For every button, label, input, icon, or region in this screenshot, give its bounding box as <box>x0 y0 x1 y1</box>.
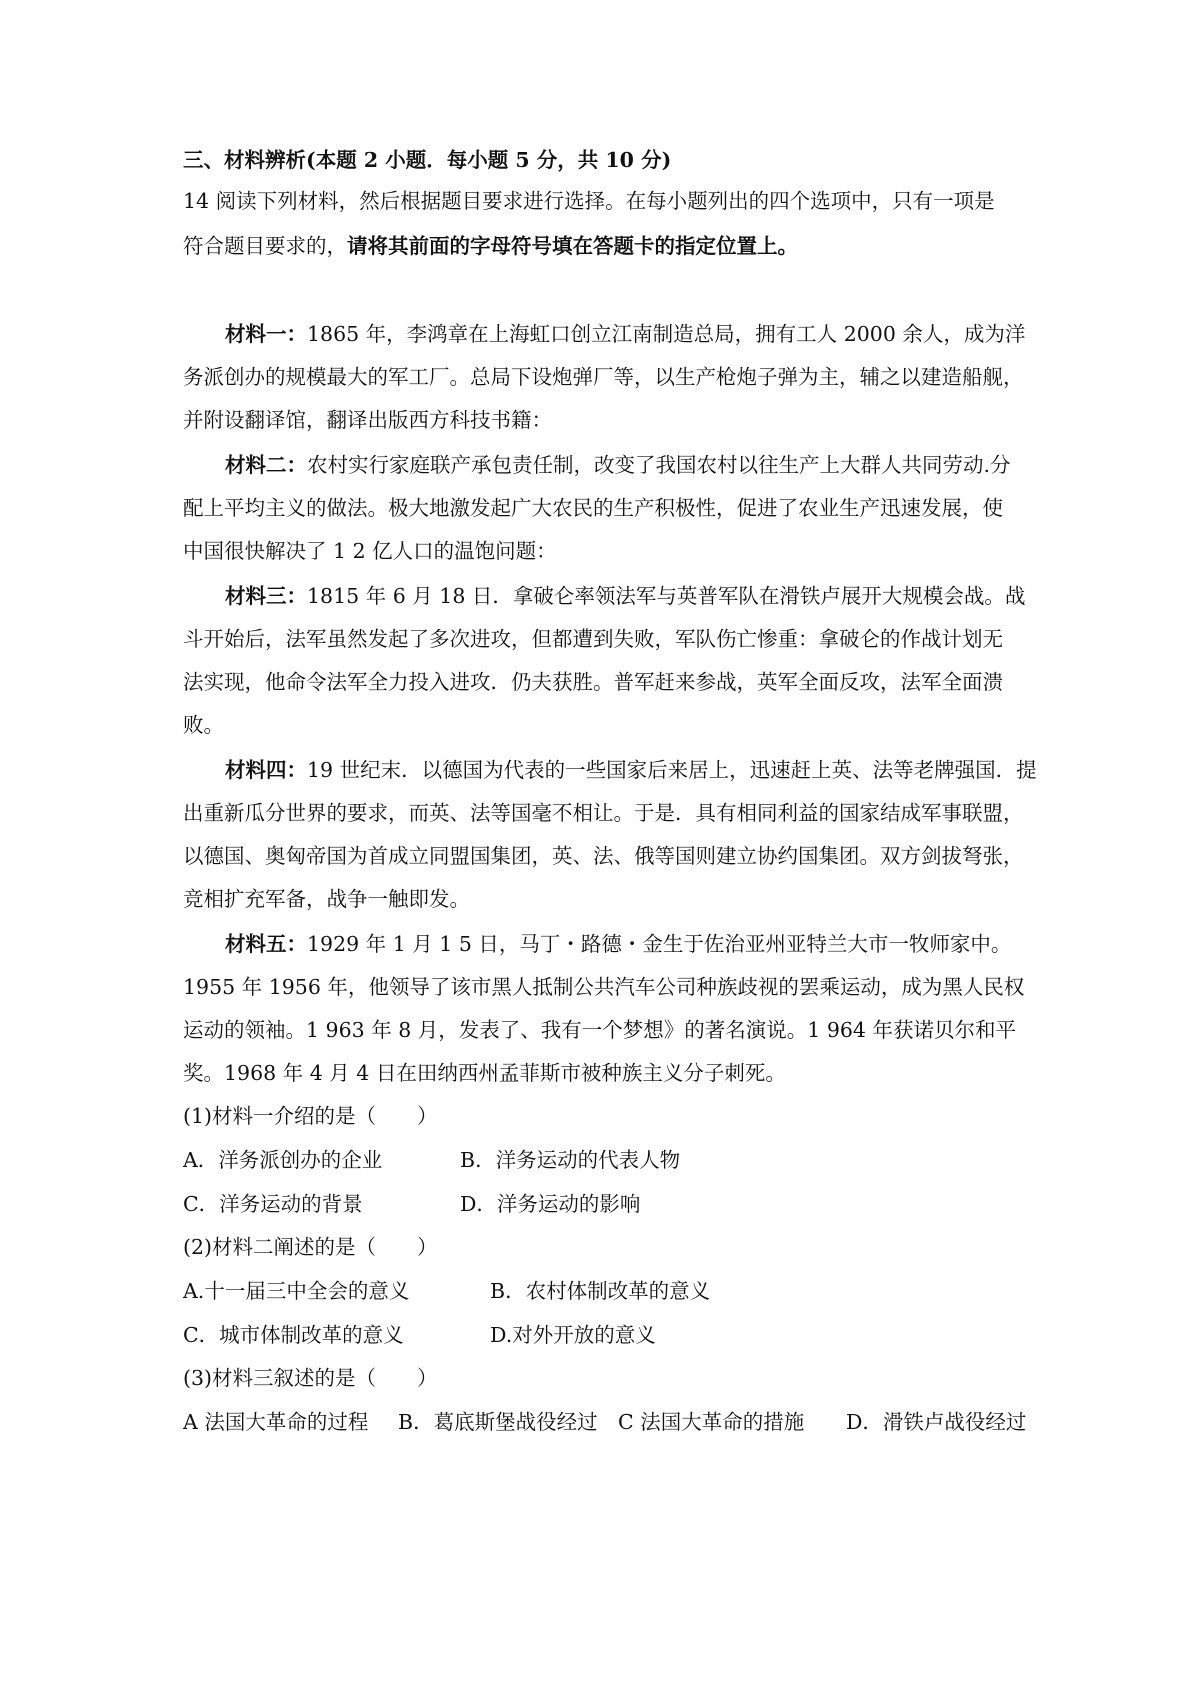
material-5-line-4: 奖。1968 年 4 月 4 日在田纳西州孟菲斯市被种族主义分子刺死。 <box>183 1061 786 1085</box>
question-3-option-d[interactable]: D．滑铁卢战役经过 <box>846 1410 1027 1434</box>
material-4-line-4: 竞相扩充军备，战争一触即发。 <box>183 887 470 911</box>
material-2-line-1: 材料二：农村实行家庭联产承包责任制，改变了我国农村以往生产上大群人共同劳动.分 <box>225 453 1011 477</box>
material-4-line-2: 出重新瓜分世界的要求，而英、法等国毫不相让。于是．具有相同利益的国家结成军事联盟， <box>183 801 1024 825</box>
question-1-option-d[interactable]: D．洋务运动的影响 <box>460 1192 641 1216</box>
material-5-line-3: 运动的领袖。1 963 年 8 月，发表了、我有一个梦想》的著名演说。1 964 年获诺贝尔和平 <box>183 1018 1016 1042</box>
material-1-line-3: 并附设翻译馆，翻译出版西方科技书籍： <box>183 408 552 432</box>
section-header: 三、材料辨析(本题 2 小题．每小题 5 分，共 10 分) <box>183 148 672 172</box>
material-4-line-3: 以德国、奥匈帝国为首成立同盟国集团，英、法、俄等国则建立协约国集团。双方剑拔弩张， <box>183 844 1024 868</box>
material-5-line-1: 材料五：1929 年 1 月 1 5 日，马丁・路德・金生于佐治亚州亚特兰大市一牧师家中。 <box>225 932 1012 956</box>
q14-intro-line-2 <box>183 232 1043 260</box>
material-4-line-1: 材料四：19 世纪末．以德国为代表的一些国家后来居上，迅速赶上英、法等老牌强国．提 <box>225 758 1037 782</box>
question-2-option-d[interactable]: D.对外开放的意义 <box>490 1323 656 1347</box>
material-3-line-1: 材料三：1815 年 6 月 18 日．拿破仑率领法军与英普军队在滑铁卢展开大规模会战。战 <box>225 584 1026 608</box>
material-2-line-3: 中国很快解决了 1 2 亿人口的温饱问题： <box>183 539 557 563</box>
material-1-line-2: 务派创办的规模最大的军工厂。总局下设炮弹厂等，以生产枪炮子弹为主，辅之以建造船舰， <box>183 365 1024 389</box>
question-1-option-c[interactable]: C．洋务运动的背景 <box>183 1192 363 1216</box>
material-3-line-2: 斗开始后，法军虽然发起了多次进攻，但都遭到失败，军队伤亡惨重：拿破仑的作战计划无 <box>183 627 1003 651</box>
question-3-option-a[interactable]: A 法国大革命的过程 <box>183 1410 369 1434</box>
material-1-label: 材料一： <box>225 322 307 346</box>
material-3-label: 材料三： <box>225 584 307 608</box>
question-3-option-c[interactable]: C 法国大革命的措施 <box>618 1410 805 1434</box>
question-2-option-b[interactable]: B．农村体制改革的意义 <box>490 1279 711 1303</box>
material-1-line-1: 材料一：1865 年，李鸿章在上海虹口创立江南制造总局，拥有工人 2000 余人，成为洋 <box>225 322 1026 346</box>
question-1-stem: (1)材料一介绍的是（ ） <box>183 1104 438 1128</box>
q14-intro-line-1: 14 阅读下列材料，然后根据题目要求进行选择。在每小题列出的四个选项中，只有一项是 <box>183 189 995 213</box>
material-5-line-2: 1955 年 1956 年，他领导了该市黑人抵制公共汽车公司种族歧视的罢乘运动，成为黑人民权 <box>183 975 1025 999</box>
question-3-option-b[interactable]: B．葛底斯堡战役经过 <box>398 1410 598 1434</box>
material-3-line-3: 法实现，他命令法军全力投入进攻．仍夫获胜。普军赶来参战，英军全面反攻，法军全面溃 <box>183 670 1003 694</box>
material-2-label: 材料二： <box>225 453 307 477</box>
question-1-option-b[interactable]: B．洋务运动的代表人物 <box>460 1148 681 1172</box>
material-3-line-4: 败。 <box>183 713 224 737</box>
question-3-stem: (3)材料三叙述的是（ ） <box>183 1366 438 1390</box>
question-1-option-a[interactable]: A．洋务派创办的企业 <box>183 1148 383 1172</box>
q14-intro-plain: 符合题目要求的， <box>183 234 347 258</box>
material-5-label: 材料五： <box>225 932 307 956</box>
material-2-line-2: 配上平均主义的做法。极大地激发起广大农民的生产积极性，促进了农业生产迅速发展，使 <box>183 496 1003 520</box>
material-4-label: 材料四： <box>225 758 307 782</box>
q14-intro-instruction: 请将其前面的字母符号填在答题卡的指定位置上。 <box>347 234 798 258</box>
question-2-option-a[interactable]: A.十一届三中全会的意义 <box>183 1279 410 1303</box>
question-2-stem: (2)材料二阐述的是（ ） <box>183 1235 438 1259</box>
question-2-option-c[interactable]: C．城市体制改革的意义 <box>183 1323 404 1347</box>
